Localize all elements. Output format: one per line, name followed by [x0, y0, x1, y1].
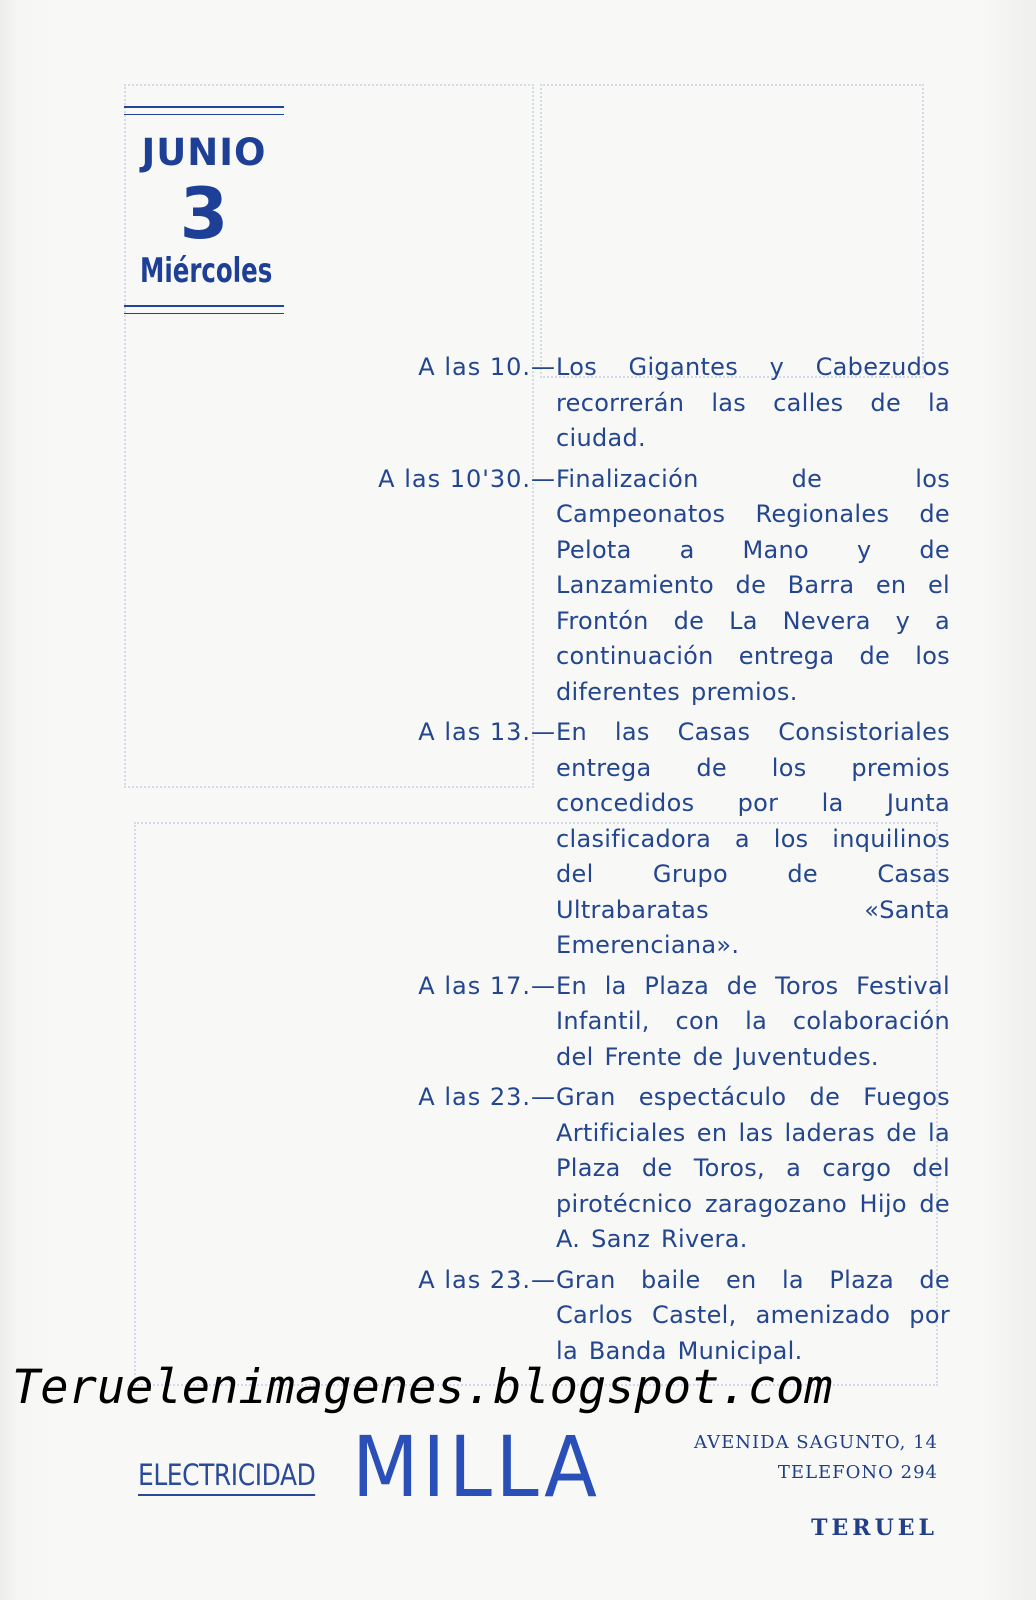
event-time: A las 10.— [418, 353, 556, 381]
event-item [360, 715, 950, 964]
date-top-rule [124, 106, 284, 115]
date-header [124, 106, 284, 314]
event-text: En la Plaza de Toros Festival Infantil, con la colaboración del Frente de Juventudes. [556, 971, 950, 1071]
event-text: En las Casas Consistoriales entrega de los premios concedidos por la Junta clasificadora a los inquilinos del Grupo de Casas Ultrabaratas «Santa Emerenciana». [556, 718, 950, 959]
event-text: Gran espectáculo de Fuegos Artificiales en las laderas de la Plaza de Toros, a cargo del pirotécnico zaragozano Hijo de A. Sanz Rivera. [556, 1083, 950, 1253]
event-item [360, 1263, 950, 1370]
event-text: Finalización de los Campeonatos Regionales de Pelota a Mano y de Lanzamiento de Barra en el Frontón de La Nevera y a continuación entrega de los diferentes premios. [556, 464, 950, 706]
event-time: A las 23.— [418, 1265, 556, 1294]
date-bottom-rule [124, 305, 284, 314]
ghost-frame-top-right [540, 84, 924, 378]
month-label: JUNIO [141, 131, 267, 174]
advert-phone: TELEFONO 294 [777, 1462, 938, 1483]
event-text: Gran baile en la Plaza de Carlos Castel, amenizado por la Banda Municipal. [556, 1265, 950, 1365]
advert-address: AVENIDA SAGUNTO, 14 [694, 1432, 938, 1453]
event-item [360, 969, 950, 1076]
event-time: A las 17.— [418, 971, 556, 1000]
event-item [360, 462, 950, 711]
advert-contact [694, 1428, 938, 1488]
weekday-label: Miércoles [140, 251, 273, 291]
event-list [360, 350, 950, 1374]
advert-label: ELECTRICIDAD [138, 1458, 315, 1496]
advert-brand: MILLA [352, 1418, 601, 1516]
day-number: 3 [179, 173, 229, 255]
advert-city: TERUEL [811, 1515, 938, 1541]
blog-watermark: Teruelenimagenes.blogspot.com [12, 1360, 833, 1415]
event-time: A las 23.— [418, 1083, 556, 1111]
event-item [360, 1080, 950, 1258]
event-time: A las 10'30.— [378, 464, 556, 493]
event-item [360, 350, 950, 457]
event-time: A las 13.— [418, 718, 556, 746]
event-text: Los Gigantes y Cabezudos recorrerán las calles de la ciudad. [556, 353, 950, 452]
